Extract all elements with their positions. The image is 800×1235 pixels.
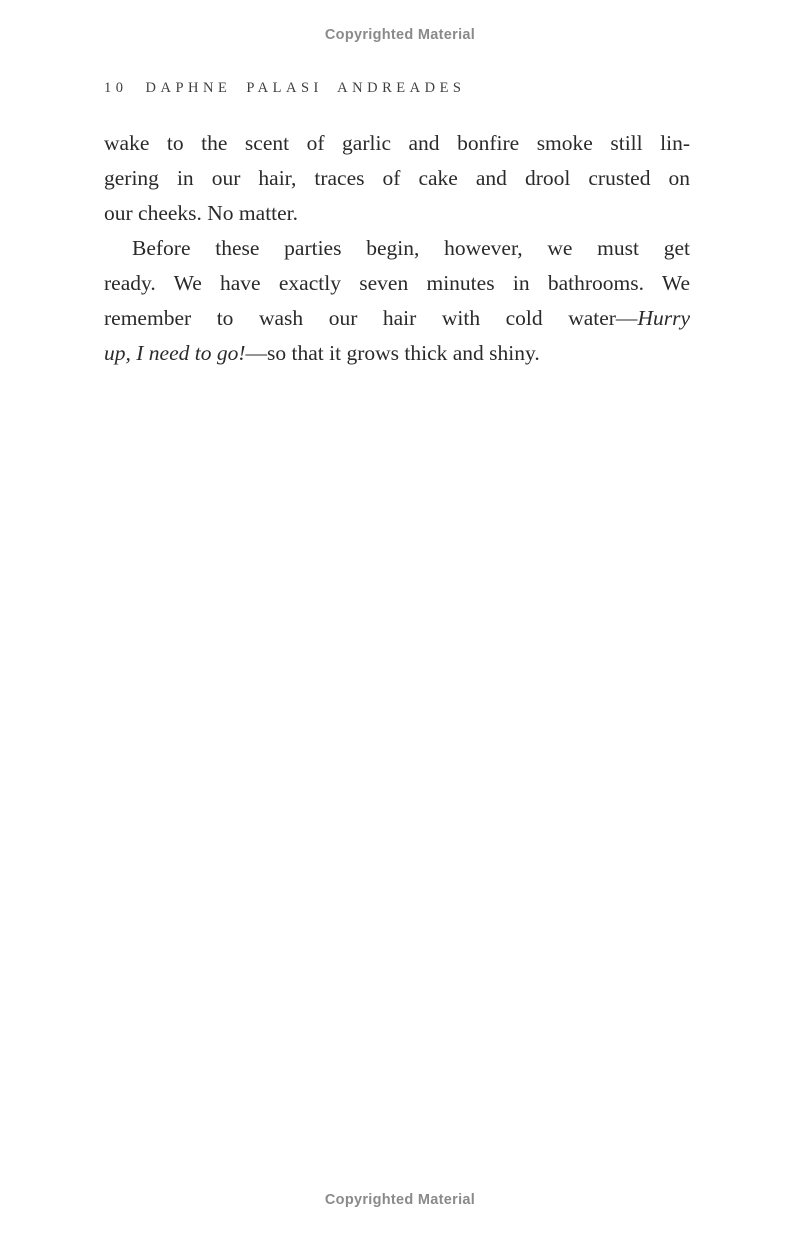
body-line: [104, 301, 690, 336]
body-line: [104, 266, 690, 301]
page-number: 10: [104, 80, 128, 96]
body-line: [104, 231, 690, 266]
body-line: [104, 161, 690, 196]
text-segment: wake to the scent of garlic and bonfire smoke still lin-: [104, 131, 690, 155]
text-segment: Before these parties begin, however, we must get: [132, 236, 690, 260]
text-segment: our cheeks. No matter.: [104, 201, 299, 225]
text-segment: gering in our hair, traces of cake and drool crusted on: [104, 166, 690, 190]
italic-text-segment: up, I need to go!: [104, 341, 246, 365]
copyright-notice-bottom: Copyrighted Material: [324, 1192, 476, 1208]
copyright-notice-top: Copyrighted Material: [324, 27, 476, 43]
running-header: [104, 80, 466, 97]
author-name: DAPHNE PALASI ANDREADES: [145, 80, 466, 96]
italic-text-segment: Hurry: [637, 306, 690, 330]
body-line: [104, 336, 690, 371]
text-segment: ready. We have exactly seven minutes in bathrooms. We: [104, 271, 690, 295]
body-text: [104, 126, 690, 371]
body-line: [104, 126, 690, 161]
text-segment: —so that it grows thick and shiny.: [245, 341, 540, 365]
text-segment: remember to wash our hair with cold water—: [104, 306, 638, 330]
body-line: [104, 196, 690, 231]
